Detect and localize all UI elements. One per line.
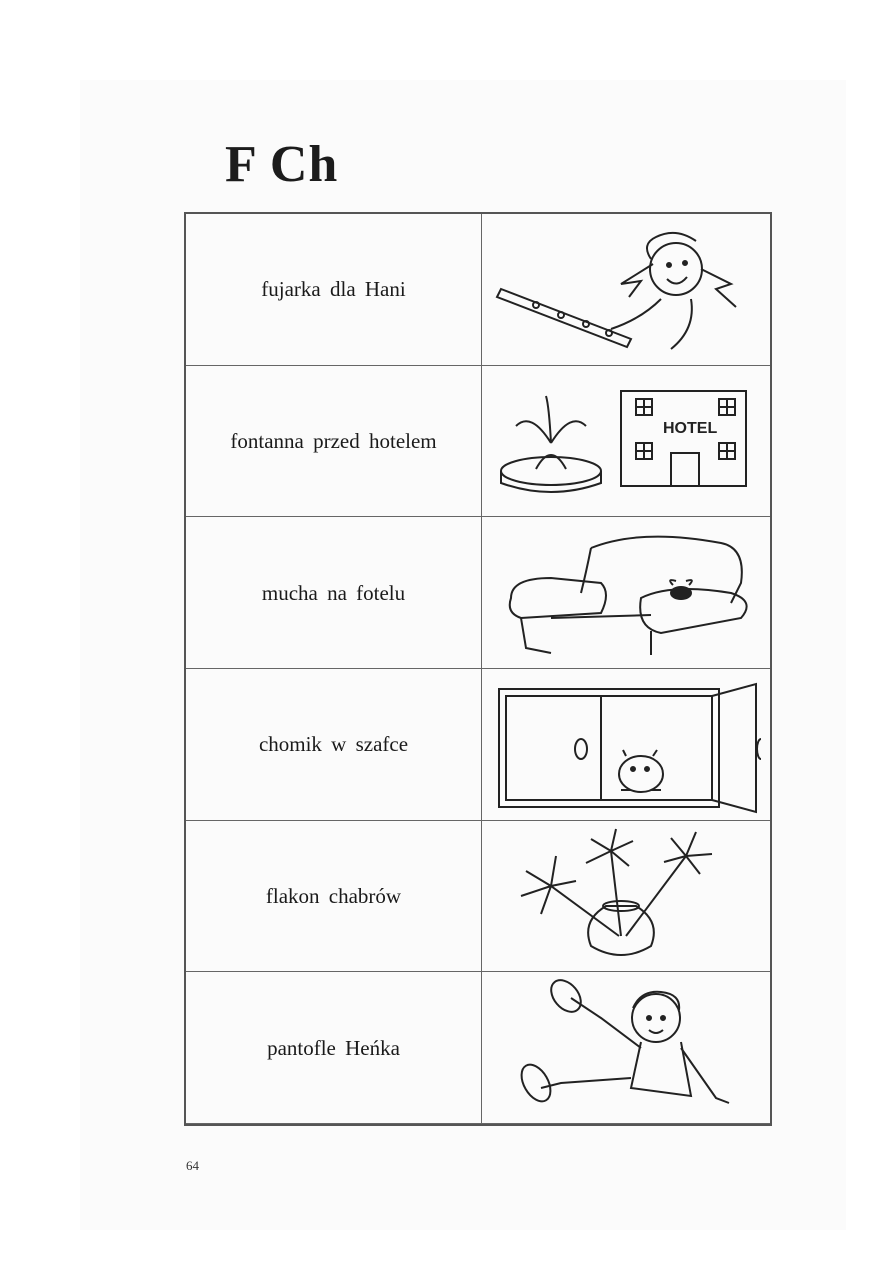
table-row-label: mucha na fotelu [186, 517, 482, 669]
girl-playing-pipe-illustration [482, 214, 770, 366]
page-number: 64 [186, 1158, 199, 1173]
table-row-label: flakon chabrów [186, 821, 482, 973]
fountain-and-hotel-illustration [482, 366, 770, 518]
fly-on-armchair-illustration [482, 517, 770, 669]
hotel-sign: HOTEL [663, 419, 718, 437]
page-title: F Ch [225, 136, 339, 193]
table-row-label: chomik w szafce [186, 669, 482, 821]
hamster-in-cupboard-illustration [482, 669, 770, 821]
table-row-label: fontanna przed hotelem [186, 366, 482, 518]
boy-in-slippers-illustration [482, 972, 770, 1124]
vase-of-cornflowers-illustration [482, 821, 770, 973]
table-row-label: fujarka dla Hani [186, 214, 482, 366]
table-row-label: pantofle Heńka [186, 972, 482, 1124]
word-picture-table [184, 212, 772, 1126]
